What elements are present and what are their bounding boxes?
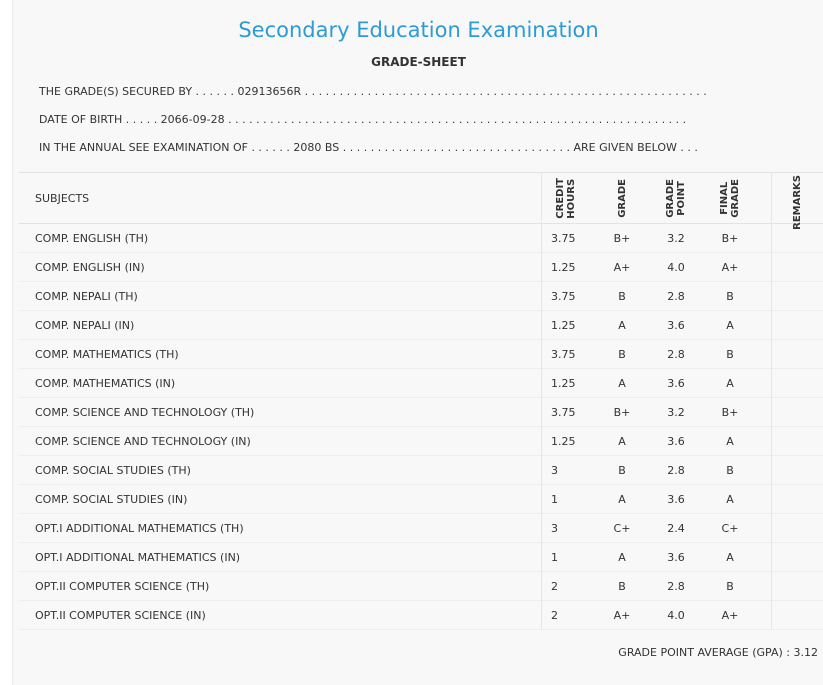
final-grade-cell: C+ [721, 521, 739, 535]
table-row [19, 572, 823, 601]
subject-cell: OPT.II COMPUTER SCIENCE (IN) [35, 608, 206, 622]
grade-point-cell: 3.6 [667, 492, 685, 506]
header-remarks: REMARKS [792, 175, 803, 230]
grade-cell: B [618, 347, 626, 361]
table-row [19, 427, 823, 456]
grade-cell: B+ [613, 405, 631, 419]
subject-cell: COMP. MATHEMATICS (TH) [35, 347, 179, 361]
final-grade-cell: A [726, 492, 734, 506]
credit-hours-cell: 3.75 [551, 289, 576, 303]
page-title: Secondary Education Examination [238, 18, 599, 42]
credit-hours-cell: 2 [551, 608, 558, 622]
grade-cell: C+ [613, 521, 631, 535]
final-grade-cell: A [726, 550, 734, 564]
grades-table [19, 172, 823, 630]
subject-cell: COMP. NEPALI (IN) [35, 318, 135, 332]
grade-sheet-heading: GRADE-SHEET [371, 55, 466, 69]
grade-cell: B [618, 463, 626, 477]
table-row [19, 340, 823, 369]
grade-point-cell: 4.0 [667, 608, 685, 622]
grade-point-cell: 2.8 [667, 579, 685, 593]
table-body [19, 224, 823, 630]
final-grade-cell: B [726, 463, 734, 477]
final-grade-cell: B+ [721, 231, 739, 245]
final-grade-cell: B [726, 289, 734, 303]
grade-cell: A [618, 376, 626, 390]
remarks-cell [771, 311, 823, 339]
grade-point-cell: 2.8 [667, 463, 685, 477]
credit-hours-cell: 3.75 [551, 405, 576, 419]
credit-hours-cell: 3 [551, 463, 558, 477]
final-grade-cell: B [726, 579, 734, 593]
table-row [19, 456, 823, 485]
grade-point-cell: 3.2 [667, 405, 685, 419]
grade-cell: A [618, 492, 626, 506]
table-row [19, 282, 823, 311]
grade-cell: A [618, 318, 626, 332]
subject-cell: OPT.II COMPUTER SCIENCE (TH) [35, 579, 210, 593]
remarks-cell [771, 456, 823, 484]
credit-hours-cell: 1 [551, 492, 558, 506]
grade-cell: B [618, 579, 626, 593]
grade-cell: A [618, 550, 626, 564]
table-row [19, 311, 823, 340]
table-header-row [19, 173, 823, 230]
remarks-cell [771, 369, 823, 397]
final-grade-cell: A [726, 434, 734, 448]
subject-cell: COMP. NEPALI (TH) [35, 289, 138, 303]
credit-hours-cell: 3.75 [551, 347, 576, 361]
grade-cell: B+ [613, 231, 631, 245]
grade-point-cell: 3.2 [667, 231, 685, 245]
header-final-grade: FINAL GRADE [719, 178, 741, 218]
header-subjects: SUBJECTS [35, 191, 90, 205]
final-grade-cell: A+ [721, 608, 739, 622]
credit-hours-cell: 1.25 [551, 260, 576, 274]
table-row [19, 514, 823, 543]
credit-hours-cell: 1.25 [551, 318, 576, 332]
gpa-summary: GRADE POINT AVERAGE (GPA) : 3.12 [618, 646, 818, 659]
credit-hours-cell: 1.25 [551, 434, 576, 448]
secured-by-line: THE GRADE(S) SECURED BY . . . . . . 02913656R . . . . . . . . . . . . . . . . . . . . . . . . . . . . . . . . . . . . . . . . . . . . . . . . . . . . . . . . . . [39, 85, 707, 98]
remarks-cell [771, 398, 823, 426]
credit-hours-cell: 1 [551, 550, 558, 564]
table-row [19, 224, 823, 253]
grade-point-cell: 3.6 [667, 318, 685, 332]
grade-point-cell: 3.6 [667, 376, 685, 390]
table-row [19, 253, 823, 282]
grade-sheet [12, 0, 823, 685]
remarks-cell [771, 601, 823, 629]
remarks-cell [771, 514, 823, 542]
table-row [19, 601, 823, 630]
table-row [19, 369, 823, 398]
credit-hours-cell: 2 [551, 579, 558, 593]
final-grade-cell: A [726, 318, 734, 332]
subject-cell: COMP. SCIENCE AND TECHNOLOGY (TH) [35, 405, 255, 419]
subject-cell: COMP. SCIENCE AND TECHNOLOGY (IN) [35, 434, 251, 448]
grade-cell: A+ [613, 260, 631, 274]
grade-point-cell: 2.8 [667, 347, 685, 361]
final-grade-cell: B [726, 347, 734, 361]
table-row [19, 485, 823, 514]
subject-cell: COMP. SOCIAL STUDIES (TH) [35, 463, 191, 477]
exam-line: IN THE ANNUAL SEE EXAMINATION OF . . . . . . 2080 BS . . . . . . . . . . . . . . . . . . . . . . . . . . . . . . . . . ARE GIVEN BELOW . . . [39, 141, 698, 154]
grade-point-cell: 2.8 [667, 289, 685, 303]
header-grade: GRADE [616, 178, 628, 218]
remarks-cell [771, 340, 823, 368]
remarks-cell [771, 485, 823, 513]
remarks-cell [771, 543, 823, 571]
subject-cell: COMP. SOCIAL STUDIES (IN) [35, 492, 188, 506]
subject-cell: COMP. ENGLISH (TH) [35, 231, 149, 245]
grade-cell: A [618, 434, 626, 448]
final-grade-cell: A+ [721, 260, 739, 274]
credit-hours-cell: 1.25 [551, 376, 576, 390]
table-row [19, 543, 823, 572]
subject-cell: COMP. ENGLISH (IN) [35, 260, 145, 274]
grade-point-cell: 3.6 [667, 550, 685, 564]
remarks-cell [771, 427, 823, 455]
date-of-birth-line: DATE OF BIRTH . . . . . 2066-09-28 . . . . . . . . . . . . . . . . . . . . . . . . . . . . . . . . . . . . . . . . . . . . . . . . . . . . . . . . . . . . . . . . . . [39, 113, 687, 126]
grade-point-cell: 2.4 [667, 521, 685, 535]
final-grade-cell: B+ [721, 405, 739, 419]
grade-point-cell: 3.6 [667, 434, 685, 448]
grade-cell: B [618, 289, 626, 303]
header-credit-hours: CREDIT HOURS [555, 177, 577, 219]
credit-hours-cell: 3 [551, 521, 558, 535]
remarks-cell [771, 572, 823, 600]
subject-cell: OPT.I ADDITIONAL MATHEMATICS (IN) [35, 550, 241, 564]
grade-cell: A+ [613, 608, 631, 622]
header-grade-point: GRADE POINT [665, 178, 687, 218]
subject-cell: OPT.I ADDITIONAL MATHEMATICS (TH) [35, 521, 244, 535]
table-row [19, 398, 823, 427]
remarks-cell [771, 253, 823, 281]
grade-point-cell: 4.0 [667, 260, 685, 274]
subject-cell: COMP. MATHEMATICS (IN) [35, 376, 176, 390]
final-grade-cell: A [726, 376, 734, 390]
credit-hours-cell: 3.75 [551, 231, 576, 245]
remarks-cell [771, 224, 823, 252]
remarks-cell [771, 282, 823, 310]
